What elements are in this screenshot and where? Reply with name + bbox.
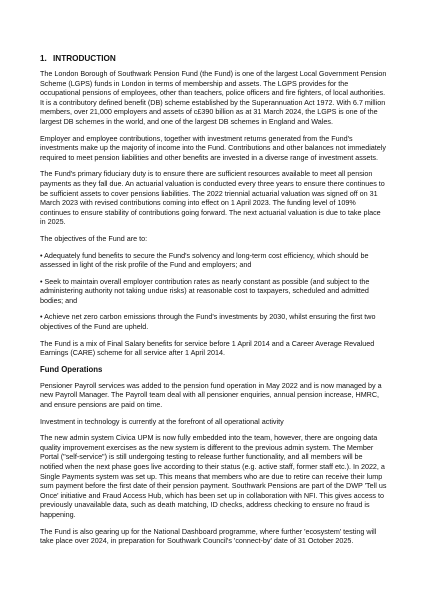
objective-item: • Adequately fund benefits to secure the Fund's solvency and long-term cost efficiency, which should be assessed in light of the risk profile of the Fund and employers; and (40, 250, 369, 270)
section-heading (40, 54, 387, 63)
admin-system-paragraph: The new admin system Civica UPM is now fully embedded into the team, however, there are ongoing data quality improvement exercises as the new system is different to the previous admin system. The Member Portal ("self-service") is still undergoing testing to release further functionality, and all members will be notified when the next phase goes live according to their status (e.g. active staff, former staff etc.). In 2022, a Single Payments system was set up. This means that members who are due to retire can receive their lump sum payment before the first date of their pension payment. Southwark Pensions are part of the DWP 'Tell us Once' initiative and Fraud Access Hub, which has been set up in collaboration with NFI. This gives access to previously unavailable data, such as death matching, ID checks, address checking to ensure no fraud is happening. (40, 433, 387, 519)
section-number: 1. (40, 54, 47, 63)
benefits-paragraph: The Fund is a mix of Final Salary benefits for service before 1 April 2014 and a Career Average Revalued Earnings (CARE) scheme for all service after 1 April 2014. (40, 338, 375, 358)
objective-item: • Seek to maintain overall employer contribution rates as nearly constant as possible (and subject to the administering authority not taking undue risks) at reasonable cost to taxpayers, scheduled and admitted bodies; and (40, 276, 370, 305)
section-title: INTRODUCTION (53, 54, 116, 63)
technology-paragraph: Investment in technology is currently at the forefront of all operational activity (40, 416, 284, 426)
fund-operations-heading: Fund Operations (40, 364, 103, 374)
payroll-paragraph: Pensioner Payroll services was added to the pension fund operation in May 2022 and is now managed by a new Payroll Manager. The Payroll team deal with all pensioner enquiries, annual pension increase, HMRC, and ensure pensions are paid on time. (40, 380, 382, 410)
objective-item: • Achieve net zero carbon emissions through the Fund's investments by 2030, whilst ensuring the first two objectives of the Fund are upheld. (40, 312, 376, 332)
objectives-intro: The objectives of the Fund are to: (40, 233, 148, 243)
fiduciary-paragraph: The Fund's primary fiduciary duty is to ensure there are sufficient resources available to meet all pension payments as they fall due. An actuarial valuation is conducted every three years to ensure there continues to be sufficient assets to cover pensions liabilities. The 2022 triennial actuarial valuation was signed off on 31 March 2023 with revised contributions coming into effect on 1 April 2023. The funding level of 109% continues to ensure stability of contributions going forward. The next actuarial valuation is due to take place in 2025. (40, 169, 385, 227)
intro-paragraph: The London Borough of Southwark Pension Fund (the Fund) is one of the largest Local Government Pension Scheme (LGPS) funds in London in terms of membership and assets. The LGPS provides for the occupational pensions of employees, other than teachers, police officers and fire fighters, of local authorities. It is a contributory defined benefit (DB) scheme established by the Superannuation Act 1972. With 6.7 million members, over 21,000 employers and assets of c£390 billion as at 31 March 2024, the LGPS is one of the largest DB schemes in the world, and one of the largest DB schemes in England and Wales. (40, 69, 387, 126)
dashboard-paragraph: The Fund is also gearing up for the National Dashboard programme, where further 'ecosystem' testing will take place over 2024, in preparation for Southwark Council's 'connect-by' date of 31 October 2025. (40, 526, 377, 546)
income-paragraph: Employer and employee contributions, together with investment returns generated from the Fund's investments make up the majority of income into the Fund. Contributions and other balances not immediately required to meet pension liabilities and other benefits are invested in a diverse range of investment assets. (40, 133, 386, 162)
